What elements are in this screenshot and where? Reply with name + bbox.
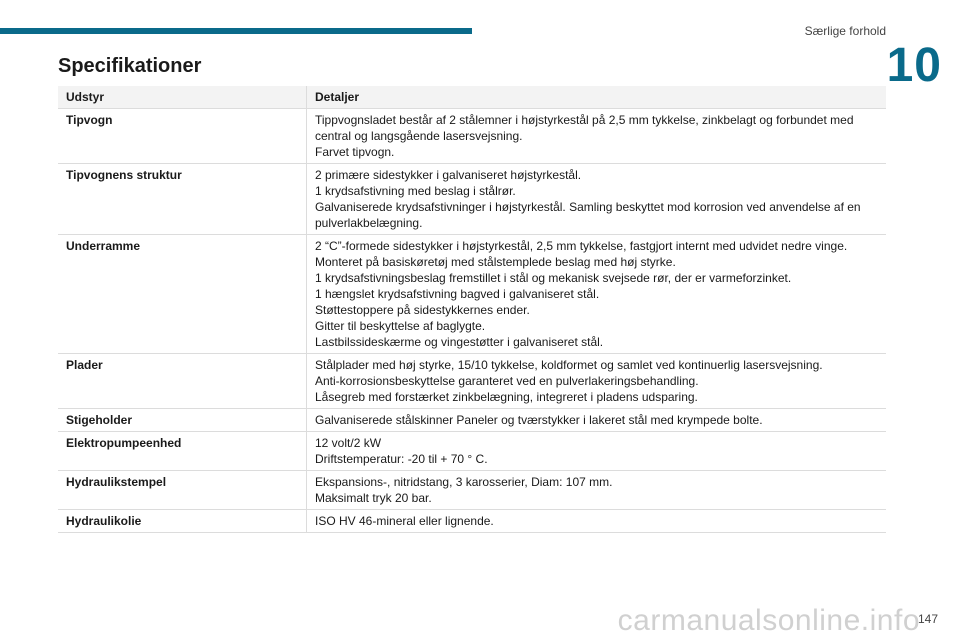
- details-cell: [307, 109, 887, 164]
- chapter-number: 10: [886, 39, 942, 92]
- detail-line: Monteret på basiskøretøj med stålstemplede beslag med høj styrke.: [315, 255, 676, 269]
- details-cell: [307, 432, 887, 471]
- detail-line: 1 hængslet krydsafstivning bagved i galvaniseret stål.: [315, 287, 600, 301]
- detail-line: Støttestoppere på sidestykkernes ender.: [315, 303, 530, 317]
- equipment-cell: Elektropumpeenhed: [58, 432, 307, 471]
- detail-line: 2 “C”-formede sidestykker i højstyrkestål, 2,5 mm tykkelse, fastgjort internt med udvidet nedre vinge.: [315, 239, 848, 253]
- equipment-cell: Hydraulikolie: [58, 510, 307, 533]
- detail-line: Anti-korrosionsbeskyttelse garanteret ved en pulverlakeringsbehandling.: [315, 374, 699, 388]
- table-row: [58, 432, 886, 471]
- detail-line: Farvet tipvogn.: [315, 145, 395, 159]
- section-label: Særlige forhold: [804, 24, 886, 38]
- detail-line: Låsegreb med forstærket zinkbelægning, integreret i pladens udsparing.: [315, 390, 698, 404]
- watermark: carmanualsonline.info: [617, 604, 920, 637]
- table-row: [58, 109, 886, 164]
- equipment-cell: Plader: [58, 354, 307, 409]
- spec-table: [58, 86, 886, 533]
- table-header-row: [58, 86, 886, 109]
- details-cell: [307, 164, 887, 235]
- header-accent-bar: [0, 28, 472, 34]
- detail-line: Stålplader med høj styrke, 15/10 tykkelse, koldformet og samlet ved kontinuerlig lasersvejsning.: [315, 358, 823, 372]
- detail-line: Lastbilssideskærme og vingestøtter i galvaniseret stål.: [315, 335, 604, 349]
- detail-line: Ekspansions-, nitridstang, 3 karosserier, Diam: 107 mm.: [315, 475, 613, 489]
- page-title: Specifikationer: [58, 55, 202, 77]
- detail-line: 12 volt/2 kW: [315, 436, 382, 450]
- column-header-details: Detaljer: [307, 86, 887, 109]
- table-row: [58, 471, 886, 510]
- table-row: [58, 354, 886, 409]
- detail-line: Tippvognsladet består af 2 stålemner i højstyrkestål på 2,5 mm tykkelse, zinkbelagt og forbundet med central og langsgående lasersvejsning.: [315, 113, 854, 143]
- detail-line: 1 krydsafstivningsbeslag fremstillet i stål og mekanisk svejsede rør, der er varmeforzinket.: [315, 271, 792, 285]
- details-cell: [307, 510, 887, 533]
- detail-line: Maksimalt tryk 20 bar.: [315, 491, 432, 505]
- equipment-cell: Underramme: [58, 235, 307, 354]
- detail-line: 1 krydsafstivning med beslag i stålrør.: [315, 184, 516, 198]
- table-body: [58, 109, 886, 533]
- table-row: [58, 510, 886, 533]
- detail-line: Gitter til beskyttelse af baglygte.: [315, 319, 486, 333]
- table-row: [58, 164, 886, 235]
- table-row: [58, 235, 886, 354]
- detail-line: 2 primære sidestykker i galvaniseret højstyrkestål.: [315, 168, 582, 182]
- details-cell: [307, 235, 887, 354]
- equipment-cell: Hydraulikstempel: [58, 471, 307, 510]
- table-row: [58, 409, 886, 432]
- equipment-cell: Tipvognens struktur: [58, 164, 307, 235]
- detail-line: Galvaniserede stålskinner Paneler og tværstykker i lakeret stål med krympede bolte.: [315, 413, 763, 427]
- column-header-equipment: Udstyr: [58, 86, 307, 109]
- page-number: 147: [917, 612, 938, 626]
- details-cell: [307, 409, 887, 432]
- details-cell: [307, 471, 887, 510]
- equipment-cell: Tipvogn: [58, 109, 307, 164]
- details-cell: [307, 354, 887, 409]
- detail-line: Driftstemperatur: -20 til + 70 ° C.: [315, 452, 488, 466]
- detail-line: ISO HV 46-mineral eller lignende.: [315, 514, 494, 528]
- detail-line: Galvaniserede krydsafstivninger i højstyrkestål. Samling beskyttet mod korrosion ved anvendelse af en pulverlakbelægning.: [315, 200, 861, 230]
- equipment-cell: Stigeholder: [58, 409, 307, 432]
